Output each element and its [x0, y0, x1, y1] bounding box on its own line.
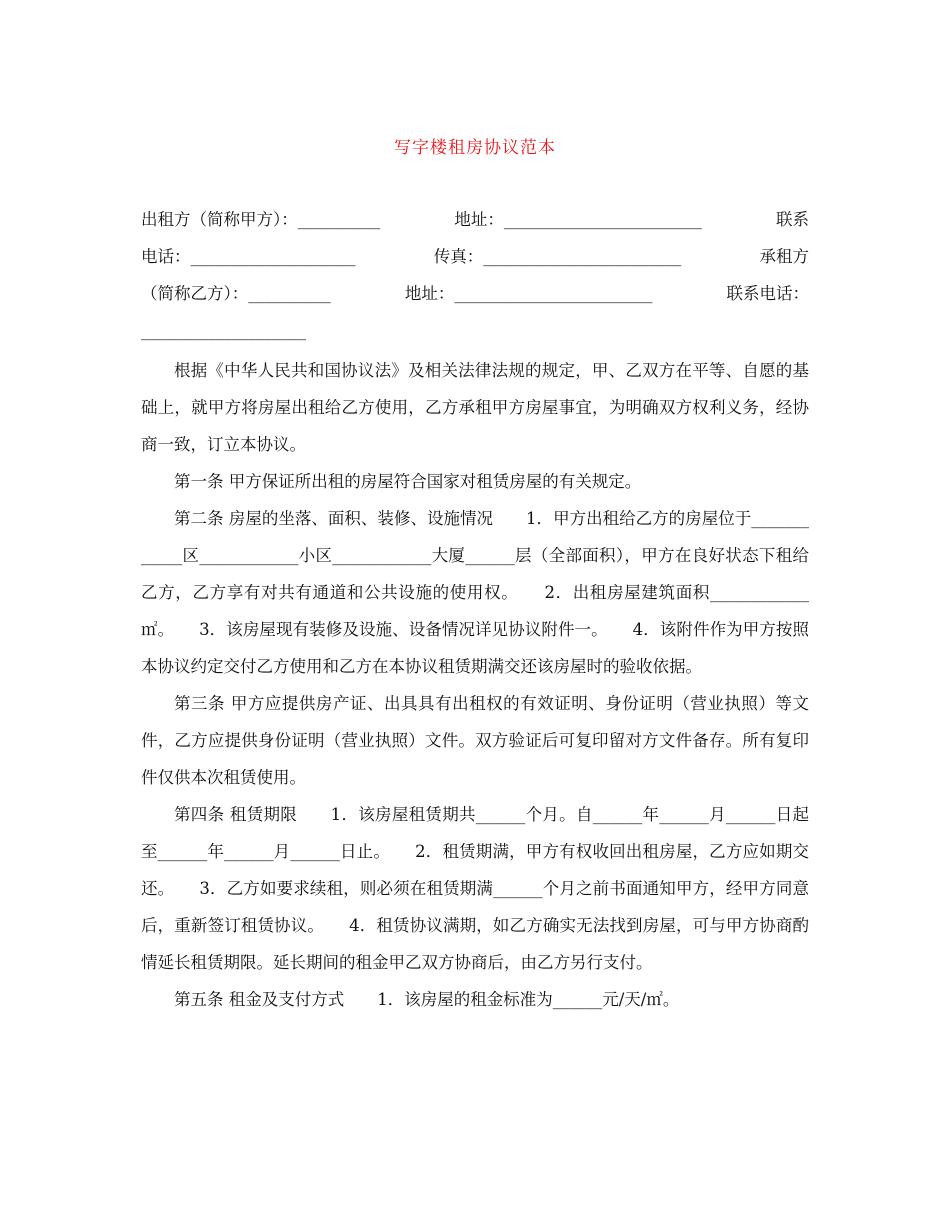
article-5-paragraph: 第五条 租金及支付方式 1．该房屋的租金标准为______元/天/㎡。	[174, 990, 680, 1009]
lessor-fax-field: 传真：________________________	[433, 247, 682, 266]
lessee-name-field: （简称乙方）：__________	[141, 284, 331, 303]
lessor-address-field: 地址：________________________	[454, 210, 702, 229]
lessor-phone-field: 电话：____________________	[141, 247, 356, 266]
document-title: 写字楼租房协议范本	[394, 138, 556, 158]
lessee-address-field: 地址：________________________	[404, 284, 653, 303]
party-b-line	[141, 275, 809, 312]
article-2-paragraph: 第二条 房屋的坐落、面积、装修、设施情况 1．甲方出租给乙方的房屋位于____________区____________小区____________大厦______层（全部面积），甲方在良好状态下租给乙方，乙方享有对共有通道和公共设施的使用权。 2．出租房屋建筑面积____________㎡。 3．该房屋现有装修及设施、设备情况详见协议附件一。 4．该附件作为甲方按照本协议约定交付乙方使用和乙方在本协议租赁期满交还该房屋时的验收依据。	[141, 509, 809, 676]
lessor-contact-label: 联系	[776, 210, 809, 229]
article-4-paragraph: 第四条 租赁期限 1．该房屋租赁期共______个月。自______年______月______日起至______年______月______日止。 2．租赁期满，甲方有权收回出租房屋，乙方应如期交还。 3．乙方如要求续租，则必须在租赁期满______个月之前书面通知甲方，经甲方同意后，重新签订租赁协议。 4．租赁协议满期，如乙方确实无法找到房屋，可与甲方协商酌情延长租赁期限。延长期间的租金甲乙双方协商后，由乙方另行支付。	[141, 805, 809, 972]
article-3-paragraph: 第三条 甲方应提供房产证、出具具有出租权的有效证明、身份证明（营业执照）等文件，乙方应提供身份证明（营业执照）文件。双方验证后可复印留对方文件备存。所有复印件仅供本次租赁使用。	[141, 694, 809, 787]
document-body	[141, 201, 809, 1018]
lessee-phone-label: 联系电话：	[726, 284, 809, 303]
lessee-phone-field: ____________________	[141, 321, 306, 340]
party-b-phone-line	[141, 312, 809, 349]
lessee-label: 承租方	[759, 247, 809, 266]
article-1-paragraph: 第一条 甲方保证所出租的房屋符合国家对租赁房屋的有关规定。	[174, 472, 642, 491]
preamble-paragraph: 根据《中华人民共和国协议法》及相关法律法规的规定，甲、乙双方在平等、自愿的基础上，就甲方将房屋出租给乙方使用，乙方承租甲方房屋事宜，为明确双方权利义务，经协商一致，订立本协议。	[141, 361, 809, 454]
party-a-phone-line	[141, 238, 809, 275]
lessor-name-field: 出租方（简称甲方）：__________	[141, 210, 381, 229]
party-a-line	[141, 201, 809, 238]
